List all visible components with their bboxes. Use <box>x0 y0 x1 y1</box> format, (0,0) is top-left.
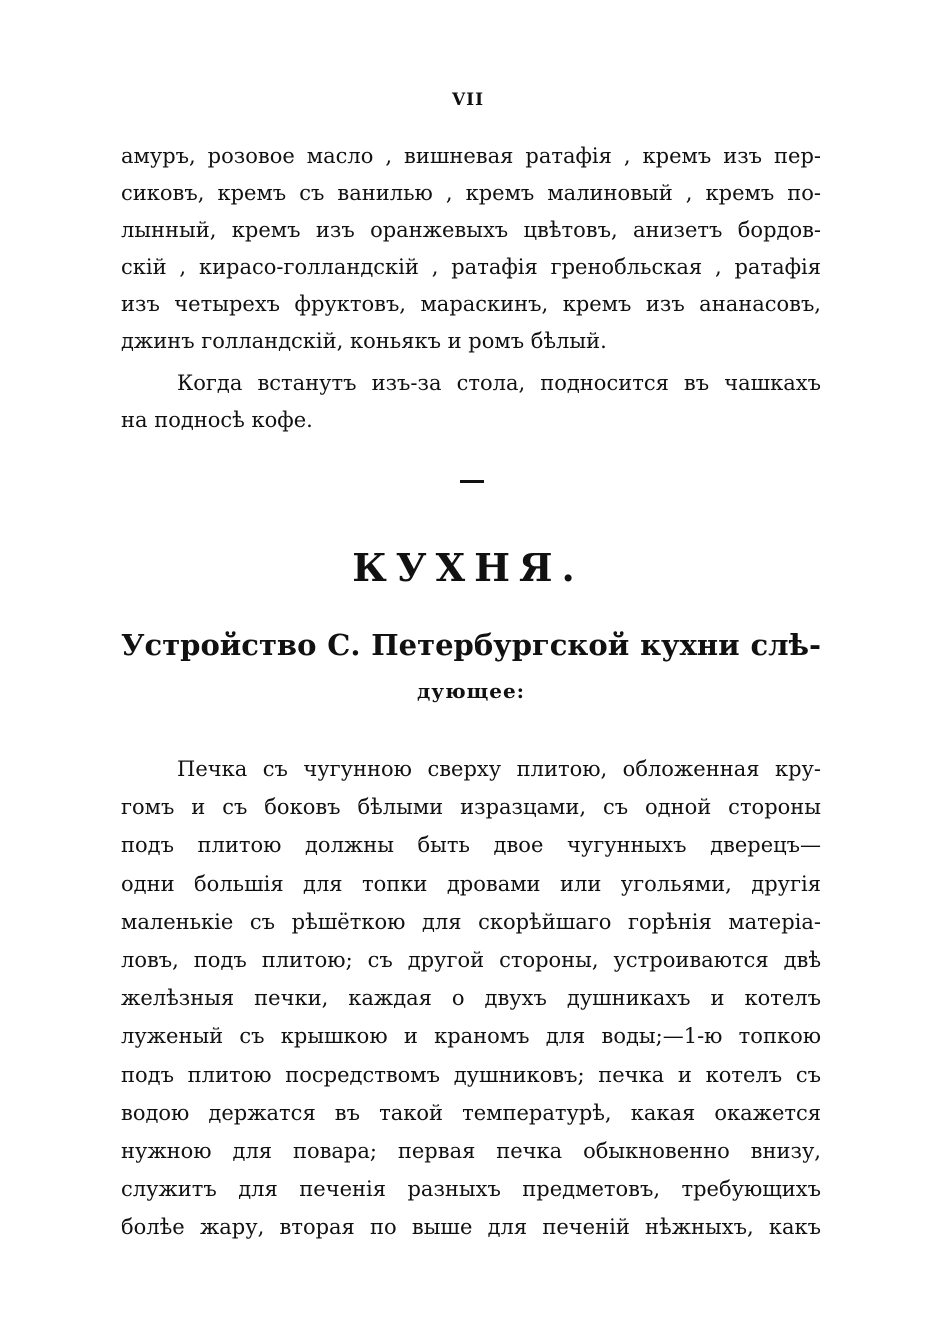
text-line: нужною для повара; первая печка обыкновенно внизу, <box>121 1138 821 1163</box>
text-line: луженый съ крышкою и краномъ для воды;—1-ю топкою <box>121 1024 821 1049</box>
text-line: изъ четырехъ фруктовъ, мараскинъ, кремъ изъ ананасовъ, <box>121 292 821 316</box>
text-line: джинъ голландскій, коньякъ и ромъ бѣлый. <box>121 329 607 353</box>
text-line: Когда встанутъ изъ-за стола, подносится въ чашкахъ <box>177 371 821 395</box>
section-heading-line: дующее: <box>416 679 526 703</box>
text-line: на подносѣ кофе. <box>121 408 313 432</box>
text-line: лынный, кремъ изъ оранжевыхъ цвѣтовъ, анизетъ бордов- <box>121 218 821 242</box>
paragraph-coffee <box>121 365 821 439</box>
text-line: служитъ для печенія разныхъ предметовъ, требующихъ <box>121 1177 821 1202</box>
section-separator <box>460 480 484 483</box>
text-line: болѣе жару, вторая по выше для печеній нѣжныхъ, какъ <box>121 1215 821 1240</box>
page-number: VII <box>451 90 485 110</box>
text-line: одни большія для топки дровами или угольями, другія <box>121 871 821 896</box>
text-line: Печка съ чугунною сверху плитою, обложенная кру- <box>177 757 821 781</box>
text-line: сиковъ, кремъ съ ванилью , кремъ малиновый , кремъ по- <box>121 181 821 205</box>
text-line: ловъ, подъ плитою; съ другой стороны, устроиваются двѣ <box>121 947 821 972</box>
text-line: водою держатся въ такой температурѣ, какая окажется <box>121 1100 821 1125</box>
text-line: скій , кирасо-голландскій , ратафія гренобльская , ратафія <box>121 255 821 279</box>
chapter-title: КУХНЯ. <box>352 545 584 590</box>
text-line: подъ плитою должны быть двое чугунныхъ дверецъ— <box>121 833 821 858</box>
text-line: гомъ и съ боковъ бѣлыми изразцами, съ одной стороны <box>121 795 821 820</box>
paragraph-liqueurs <box>121 138 821 360</box>
paragraph-kitchen <box>121 750 821 1246</box>
section-heading-line: Устройство С. Петербургской кухни слѣ- <box>121 628 821 662</box>
text-line: амуръ, розовое масло , вишневая ратафія , кремъ изъ пер- <box>121 144 821 168</box>
text-line: маленькіе съ рѣшёткою для скорѣйшаго горѣнія матеріа- <box>121 909 821 934</box>
text-line: желѣзныя печки, каждая о двухъ душникахъ и котелъ <box>121 986 821 1011</box>
text-line: подъ плитою посредствомъ душниковъ; печка и котелъ съ <box>121 1062 821 1087</box>
section-heading <box>121 622 821 714</box>
